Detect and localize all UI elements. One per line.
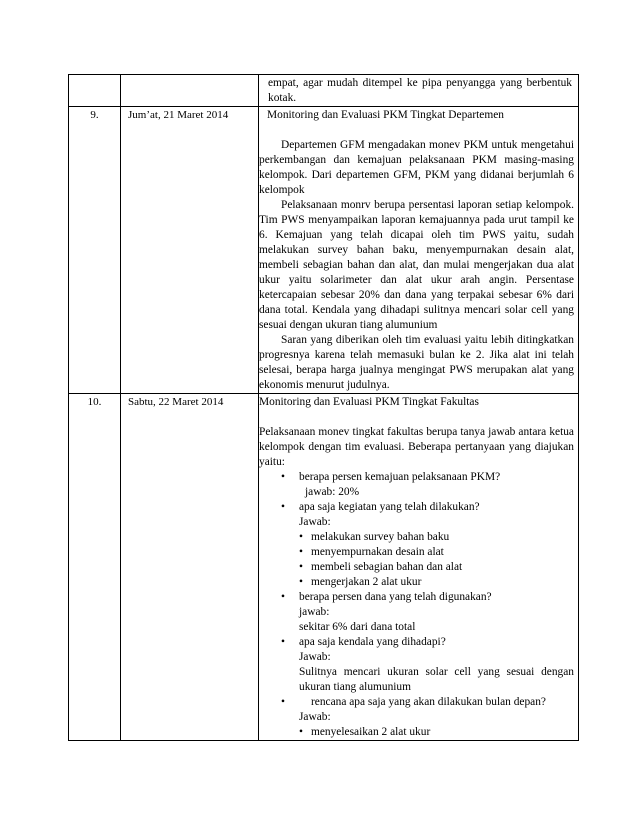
list-item	[299, 725, 574, 740]
answer-label: Jawab:	[299, 516, 331, 528]
bullet-icon: •	[281, 636, 285, 648]
answer-item: melakukan survey bahan baku	[311, 531, 450, 543]
answer-item: mengerjakan 2 alat ukur	[311, 576, 422, 588]
bullet-icon: •	[299, 531, 303, 543]
bullet-icon: •	[281, 591, 285, 603]
list-item	[281, 695, 574, 740]
question-text: apa saja kegiatan yang telah dilakukan?	[299, 501, 480, 513]
list-item	[299, 545, 574, 560]
answer-label: Jawab:	[299, 651, 331, 663]
bullet-icon: •	[299, 561, 303, 573]
list-item	[299, 575, 574, 590]
bullet-icon: •	[281, 696, 285, 708]
answer-list	[299, 530, 574, 590]
answer-item: membeli sebagian bahan dan alat	[311, 561, 463, 573]
list-item	[281, 500, 574, 590]
row-date: Sabtu, 22 Maret 2014	[121, 394, 259, 741]
activity-cell	[259, 394, 579, 741]
activity-paragraph: Saran yang diberikan oleh tim evaluasi yaitu lebih ditingkatkan progresnya karena telah memasuki bulan ke 2. Jika alat ini telah selesai, berapa harga jualnya mengingat PWS merupakan alat yang ekonomis menurut judulnya.	[259, 334, 574, 391]
bullet-icon: •	[299, 576, 303, 588]
activity-paragraph: Departemen GFM mengadakan monev PKM untuk mengetahui perkembangan dan kemajuan pelaksanaan PKM masing-masing kelompok. Dari departemen GFM, PKM yang didanai berjumlah 6 kelompok	[259, 139, 574, 196]
answer-label: Jawab:	[299, 711, 331, 723]
bullet-icon: •	[281, 471, 285, 483]
activity-heading: Monitoring dan Evaluasi PKM Tingkat Departemen	[267, 109, 504, 121]
answer-label: jawab:	[299, 606, 330, 618]
row-number: 10.	[69, 394, 121, 741]
answer-text: sekitar 6% dari dana total	[299, 621, 416, 633]
number-cell	[69, 75, 121, 107]
activity-heading: Monitoring dan Evaluasi PKM Tingkat Fakultas	[259, 396, 479, 408]
activity-paragraph: Pelaksanaan monrv berupa persentasi laporan setiap kelompok. Tim PWS menyampaikan laporan kemajuannya pada urut tampil ke 6. Kemajuan yang telah dicapai oleh tim PWS yaitu, sudah melakukan survey bahan baku, menyempurnakan desain alat, membeli sebagian bahan dan alat, dan mulai mengerjakan dua alat ukur yaitu solarimeter dan alat ukur arah angin. Persentase ketercapaian sebesar 20% dan dana yang terpakai sebesar 6% dari dana total. Kendala yang dihadapi sulitnya mencari solar cell yang sesuai dengan ukuran tiang alumunium	[259, 199, 574, 331]
question-text: apa saja kendala yang dihadapi?	[299, 636, 446, 648]
answer-text: Sulitnya mencari ukuran solar cell yang sesuai dengan ukuran tiang alumunium	[299, 666, 574, 693]
list-item	[281, 635, 574, 695]
answer-item: menyempurnakan desain alat	[311, 546, 444, 558]
list-item	[299, 530, 574, 545]
bullet-icon: •	[299, 726, 303, 738]
table-row	[69, 394, 579, 741]
bullet-icon: •	[281, 501, 285, 513]
table-row-continuation	[69, 75, 579, 107]
list-item	[299, 560, 574, 575]
bullet-icon: •	[299, 546, 303, 558]
row-date: Jum’at, 21 Maret 2014	[121, 107, 259, 394]
list-item	[281, 470, 574, 500]
row-number: 9.	[69, 107, 121, 394]
activity-log-table	[68, 74, 579, 741]
answer-list	[299, 725, 574, 740]
list-item	[281, 590, 574, 635]
question-list	[259, 470, 574, 740]
answer-item: menyelesaikan 2 alat ukur	[311, 726, 431, 738]
activity-intro: Pelaksanaan monev tingkat fakultas berupa tanya jawab antara ketua kelompok dengan tim evaluasi. Beberapa pertanyaan yang diajukan yaitu:	[259, 426, 574, 468]
activity-cell	[259, 107, 579, 394]
date-cell	[121, 75, 259, 107]
activity-cell	[259, 75, 579, 107]
question-text: berapa persen dana yang telah digunakan?	[299, 591, 492, 603]
continuation-text: empat, agar mudah ditempel ke pipa penyangga yang berbentuk kotak.	[268, 77, 572, 104]
question-text: berapa persen kemajuan pelaksanaan PKM?	[299, 471, 501, 483]
table-row	[69, 107, 579, 394]
answer-text: jawab: 20%	[305, 486, 360, 498]
question-text: rencana apa saja yang akan dilakukan bulan depan?	[311, 696, 546, 708]
